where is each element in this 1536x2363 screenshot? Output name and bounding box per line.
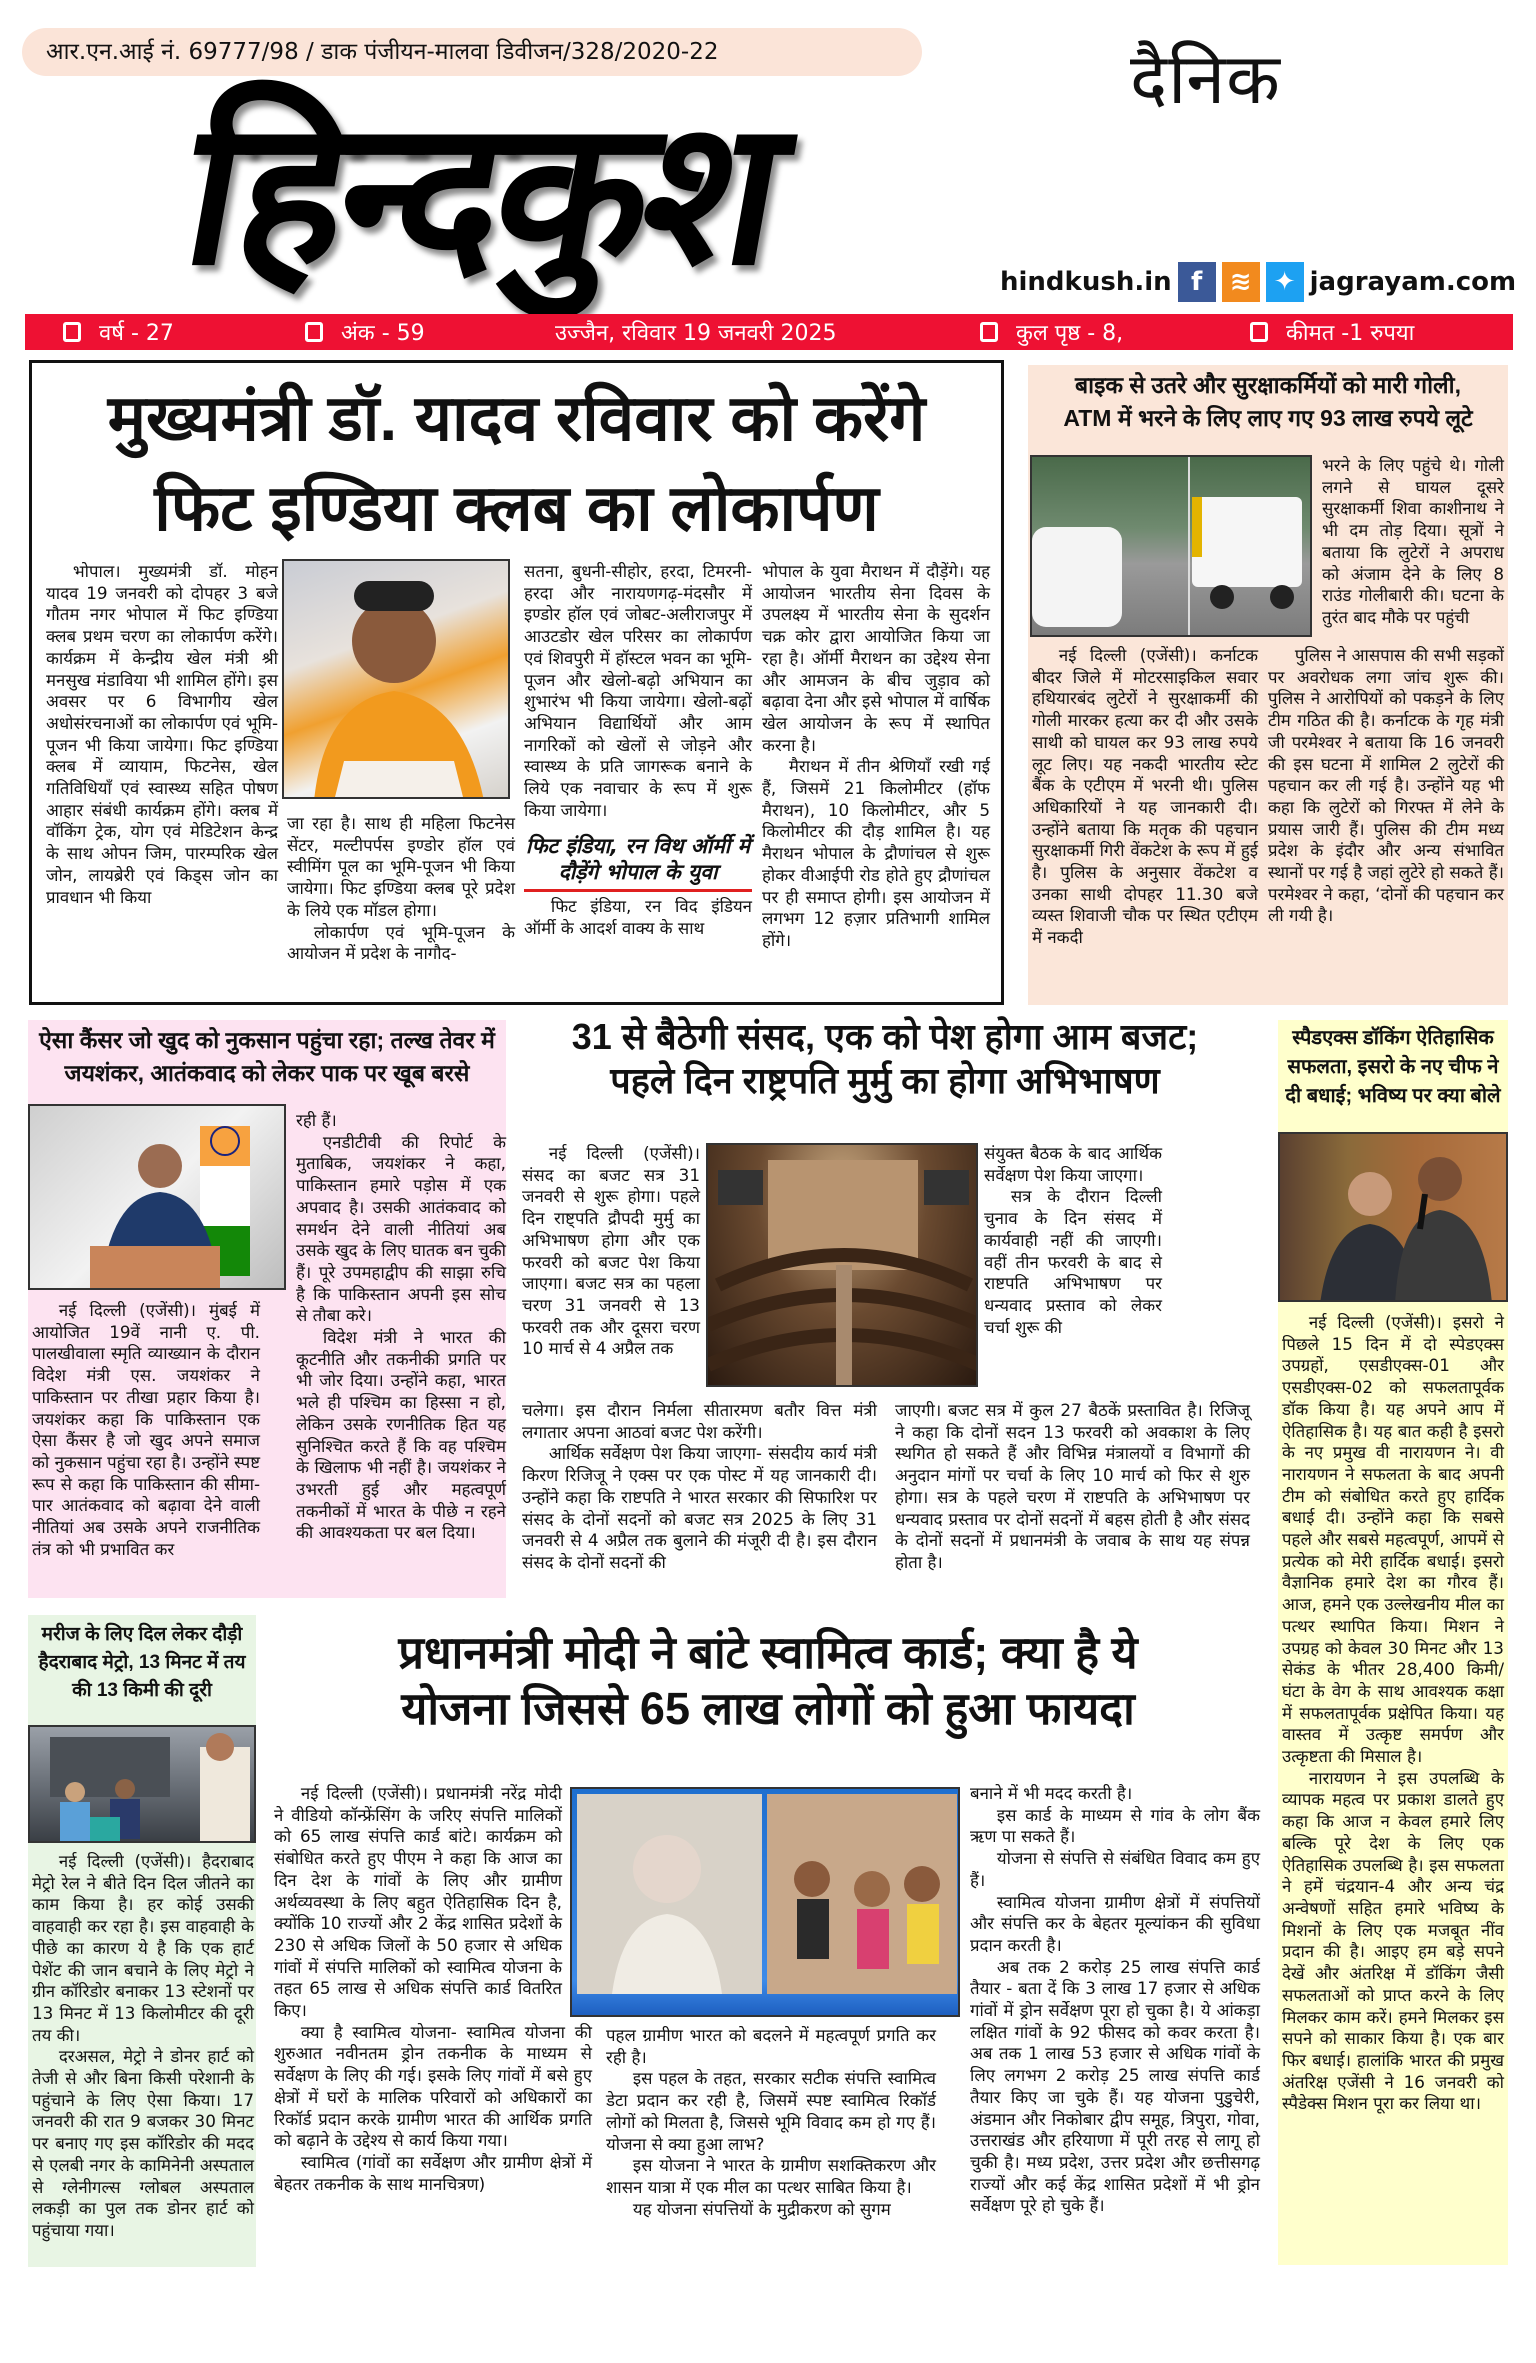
- metro-story: [28, 1615, 256, 2267]
- paragraph: योजना से संपत्ति से संबंधित विवाद कम हुए हैं।: [970, 1848, 1260, 1890]
- lead-headline: [32, 373, 1001, 553]
- registration-number: आर.एन.आई नं. 69777/98 / डाक पंजीयन-मालवा डिवीजन/328/2020-22: [22, 28, 922, 76]
- checkbox-bullet-icon: [1250, 322, 1268, 342]
- svamitva-headline: [268, 1615, 1268, 1737]
- budget-column-bottom-left: [522, 1400, 877, 1574]
- newspaper-logo: हिन्दकुश: [169, 75, 797, 310]
- paragraph: अब तक 2 करोड़ 25 लाख संपत्ति कार्ड तैयार - बता दें कि 3 लाख 17 हजार से अधिक गांवों में ड्रोन सर्वेक्षण पूरा हो चुका है। ये आंकड़ा लक्षित गांवों के 92 फीसद को कवर करता है। अब तक 1 लाख 53 हजार से अधिक गांवों के लिए लगभग 2 करोड़ 25 लाख संपत्ति कार्ड तैयार किए जा चुके हैं। यह योजना पुडुचेरी, अंडमान और निकोबार द्वीप समूह, त्रिपुरा, गोवा, उत्तराखंड और हरियाणा में पूरी तरह से लागू हो चुकी है। मध्य प्रदेश, उत्तर प्रदेश और छत्तीसगढ़ राज्यों और कई केंद्र शासित प्रदेशों में भी ड्रोन सर्वेक्षण पूरे हो चुके हैं।: [970, 1956, 1260, 2216]
- atm-column-right: [1268, 645, 1504, 927]
- isro-chief-photo: [1278, 1132, 1508, 1302]
- atm-column-right-top: [1322, 455, 1504, 629]
- atm-robbery-story: [1028, 365, 1508, 1005]
- paragraph: आर्थिक सर्वेक्षण पेश किया जाएगा- संसदीय कार्य मंत्री किरण रिजिजू ने एक्स पर एक पोस्ट में यह जानकारी दी। उन्होंने कहा कि राष्टपति ने भारत सरकार की सिफारिश पर संसद के दोनों सदनों को बजट सत्र 2025 के लिए 31 जनवरी से 4 अप्रैल तक बुलाने की मंजूरी दी है। इस दौरान संसद के दोनों सदनों की: [522, 1443, 877, 1572]
- budget-headline: [510, 1015, 1260, 1103]
- paragraph: भोपाल के युवा मैराथन में दौड़ेंगे। यह आयोजन भारतीय सेना दिवस के उपलक्ष्य में भारतीय सेना के सुदर्शन चक्र कोर द्वारा आयोजित किया जा रहा है। ऑर्मी मैराथन का उद्देश्य सेना और आमजन के बीच जुड़ाव को बढ़ावा देना और इसे भोपाल में वार्षिक खेल आयोजन के रूप में स्थापित करना है।: [762, 561, 990, 755]
- jaishankar-photo: [28, 1104, 286, 1290]
- paragraph: भोपाल। मुख्यमंत्री डॉ. मोहन यादव 19 जनवरी को दोपहर 3 बजे गौतम नगर भोपाल में फिट इण्डिया क्लब प्रथम चरण का लोकार्पण करेंगे। कार्यक्रम में केन्द्रीय खेल मंत्री श्री मनसुख मंडाविया भी शामिल होंगे। इस अवसर पर 6 विभागीय खेल अधोसंरचनाओं का लोकार्पण एवं भूमि-पूजन भी किया जायेगा। फिट इण्डिया क्लब में व्यायाम, फिटनेस, खेल गतिविधियाँ एवं स्वास्थ्य सहित पोषण आहार संबंधी कार्यक्रम होंगे। क्लब में वॉकिंग ट्रेक, योग एवं मेडिटेशन केन्द्र के साथ ओपन जिम, पारम्परिक खेल जोन, लायब्रेरी एवं किड्स जोन का प्रावधान भी किया: [46, 561, 278, 907]
- paragraph: चलेगा। इस दौरान निर्मला सीतारमण बतौर वित्त मंत्री लगातार अपना आठवां बजट पेश करेंगी।: [522, 1400, 877, 1442]
- paragraph: रही हैं।: [296, 1110, 337, 1130]
- metro-headline: मरीज के लिए दिल लेकर दौड़ी हैदराबाद मेट्रो, 13 मिनट में तय की 13 किमी की दूरी: [38, 1624, 246, 1701]
- paragraph: नई दिल्ली (एजेंसी)। कर्नाटक बीदर जिले में मोटरसाइकिल सवार हथियारबंद लुटेरों ने सुरक्षाकर्मी की गोली मारकर हत्या कर दी और उसके साथी को घायल कर 93 लाख रुपये लूट लिए। यह नकदी भारतीय स्टेट बैंक के एटीएम में भरनी थी। पुलिस अधिकारियों ने यह जानकारी दी। उन्होंने बताया कि मतृक की पहचान सुरक्षाकर्मी गिरी वेंकटेश के रूप में हुई है। पुलिस के अनुसार वेंकटेश व उनका साथी दोपहर 11.30 बजे व्यस्त शिवाजी चौक पर स्थित एटीएम में नकदी: [1032, 645, 1258, 948]
- speaker-image: [30, 1106, 286, 1290]
- paragraph: दरअसल, मेट्रो ने डोनर हार्ट को तेजी से और बिना किसी परेशानी के पहुंचाने के लिए ऐसा किया। 17 जनवरी की रात 9 बजकर 30 मिनट पर बनाए गए इस कॉरिडोर की मदद से एलबी नगर के कामिनेनी अस्पताल से ग्लेनीगल्स ग्लोबल अस्पताल लकड़ी का पुल तक डोनर हार्ट को पहुंचाया गया।: [32, 2046, 254, 2240]
- lead-column-1: [46, 561, 278, 908]
- svamitva-column-1-top: [274, 1783, 562, 2022]
- jaishankar-column-right-top: [296, 1110, 506, 1544]
- twitter-icon[interactable]: ✦: [1266, 262, 1304, 302]
- budget-column-right-narrow: [984, 1143, 1162, 1338]
- chief-minister-photo: [282, 559, 510, 799]
- paragraph: जाएगी। बजट सत्र में कुल 27 बैठकें प्रस्तावित है। रिजिजू ने कहा कि दोनों सदन 13 फरवरी को अवकाश के लिए स्थगित हो सकते हैं और विभिन्न मंत्रालयों व विभागों की अनुदान मांगों पर चर्चा के लिए 10 मार्च को फिर से शुरु होगा। सत्र के पहले चरण में राष्टपति के अभिभाषण पर धन्यवाद प्रस्ताव पर दोनों सदनों में बहस होती है और संसद के दोनों सदनों में प्रधानमंत्री के जवाब के साथ यह संपन्न होता है।: [895, 1400, 1250, 1572]
- svamitva-column-2: [606, 2025, 936, 2220]
- checkbox-bullet-icon: [980, 322, 998, 342]
- price-label: कीमत -1 रुपया: [1286, 321, 1415, 346]
- jaishankar-headline: ऐसा कैंसर जो खुद को नुकसान पहुंचा रहा; तल्ख तेवर में जयशंकर, आतंकवाद को लेकर पाक पर खूब बरसे: [39, 1027, 495, 1086]
- masthead-prefix: दैनिक: [1130, 38, 1281, 120]
- facebook-icon[interactable]: f: [1178, 262, 1216, 302]
- paragraph: नई दिल्ली (एजेंसी)। मुंबई में आयोजित 19वें नानी ए. पी. पालखीवाला स्मृति व्याख्यान के दौरान विदेश मंत्री एस. जयशंकर ने पाकिस्तान पर तीखा प्रहार किया है। जयशंकर कहा कि पाकिस्तान एक ऐसा कैंसर है जो खुद अपने समाज को नुकसान पहुंचा रहा है। उन्होंने स्पष्ट रूप से कहा कि पाकिस्तान की सीमा-पार आतंकवाद को बढ़ावा देने वाली नीतियां अब उसके अपने राजनीतिक तंत्र को भी प्रभावित कर: [32, 1300, 260, 1559]
- paragraph: सतना, बुधनी-सीहोर, हरदा, टिमरनी-हरदा और नारायणगढ़-मंदसौर में इण्डोर हॉल एवं जोबट-अलीराजपुर में आउटडोर खेल परिसर का लोकार्पण एवं शिवपुरी में हॉस्टल भवन का भूमि-पूजन और खेलो-बढ़ो अभियान का शुभारंभ भी किया जायेगा। खेलो-बढ़ों अभियान विद्यार्थियों और आम नागरिकों को खेलों से जोड़ने और स्वास्थ्य के प्रति जागरूक बनाने के लिये एक नवाचार के रूप में शुरू किया जायेगा।: [524, 561, 752, 820]
- paragraph: नारायणन ने इस उपलब्धि के व्यापक महत्व पर प्रकाश डालते हुए कहा कि आज न केवल हमारे लिए बल्कि पूरे देश के लिए एक ऐतिहासिक उपलब्धि है। इस सफलता ने हमें चंद्रयान-4 और अन्य चंद्र अन्वेषणों सहित हमारे भविष्य के मिशनों के लिए एक मजबूत नींव प्रदान की है। आइए हम बड़े सपने देखें और अंतरिक्ष में डॉकिंग जैसी सफलताओं को प्राप्त करने के लिए मिलकर काम करें। हमने मिलकर इस सपने को साकार किया है। एक बार फिर बधाई। हालांकि भारत की प्रमुख अंतरिक्ष एजेंसी ने 16 जनवरी को स्पैडेक्स मिशन पूरा कर लिया था।: [1282, 1767, 1504, 2114]
- paragraph: विदेश मंत्री ने भारत की कूटनीति और तकनीकी प्रगति पर भी जोर दिया। उन्होंने कहा, भारत भले ही पश्चिम का हिस्सा न हो, लेकिन उसके रणनीतिक हित यह सुनिश्चित करते हैं कि वह पश्चिम के खिलाफ भी नहीं है। जयशंकर ने उभरती हुई और महत्वपूर्ण तकनीकों में भारत के पीछे न रहने की आवश्यकता पर बल दिया।: [296, 1327, 506, 1543]
- atm-headline-line2: ATM में भरने के लिए लाए गए 93 लाख रुपये लूटे: [1063, 405, 1473, 431]
- paragraph: जा रहा है। साथ ही महिला फिटनेस सेंटर, मल्टीपर्पस इण्डोर हॉल एवं स्वीमिंग पूल का भूमि-पूजन भी किया जायेगा। फिट इण्डिया क्लब पूरे प्रदेश के लिये एक मॉडल होगा।: [287, 813, 515, 920]
- isro-story: [1278, 1020, 1508, 2265]
- lead-subheadline: फिट इंडिया, रन विथ ऑर्मी में दौड़ेंगे भोपाल के युवा: [524, 833, 752, 892]
- atm-headline-line1: बाइक से उतरे और सुरक्षाकर्मियों को मारी गोली,: [1074, 372, 1461, 398]
- paragraph: मैराथन में तीन श्रेणियाँ रखी गई हैं, जिसमें 21 किलोमीटर (हॉफ मैराथन), 10 किलोमीटर, और 5 किलोमीटर की दौड़ शामिल है। यह मैराथन भोपाल के द्रौणांचल से शुरू होकर वीआईपी रोड होते हुए द्रौणांचल पर ही समाप्त होगी। इस आयोजन में लगभग 12 हज़ार प्रतिभागी शामिल होंगे।: [762, 756, 990, 950]
- paragraph: बनाने में भी मदद करती है।: [970, 1783, 1133, 1803]
- dateline: उज्जैन, रविवार 19 जनवरी 2025: [555, 321, 837, 346]
- checkbox-bullet-icon: [305, 322, 323, 342]
- rss-icon[interactable]: ≋: [1222, 262, 1260, 302]
- isro-headline: स्पैडएक्स डॉकिंग ऐतिहासिक सफलता, इसरो के नए चीफ ने दी बधाई; भविष्य पर क्या बोले: [1285, 1027, 1501, 1107]
- year-label: वर्ष - 27: [99, 321, 174, 346]
- isro-chief-image: [1280, 1134, 1508, 1302]
- paragraph: इस योजना ने भारत के ग्रामीण सशक्तिकरण और शासन यात्रा में एक मील का पत्थर साबित किया है।: [606, 2155, 936, 2197]
- web-links: [1000, 258, 1516, 306]
- paragraph: पहल ग्रामीण भारत को बदलने में महत्वपूर्ण प्रगति कर रही है।: [606, 2025, 936, 2067]
- issue-info-bar: [25, 314, 1513, 350]
- pm-modi-video-conference-photo: [570, 1787, 960, 2017]
- paragraph: भरने के लिए पहुंचे थे। गोली लगने से घायल दूसरे सुरक्षाकर्मी शिवा काशीनाथ ने भी दम तोड़ दिया। सूत्रों ने बताया कि लुटेरों ने अपराध को अंजाम देने के लिए 8 राउंड गोलीबारी की। घटना के तुरंत बाद मौके पर पहुंची: [1322, 455, 1504, 627]
- portrait-image: [284, 561, 510, 799]
- lead-column-2: [287, 813, 515, 965]
- budget-column-left-narrow: [522, 1143, 700, 1360]
- website-link-hindkush[interactable]: hindkush.in: [1000, 267, 1172, 297]
- jaishankar-story: [28, 1020, 506, 1598]
- paragraph: पुलिस ने आसपास की सभी सड़कों पर अवरोधक लगा जांच शुरू की। पुलिस ने आरोपियों को पकड़ने के लिए टीम गठित की है। कर्नाटक के गृह मंत्री जी परमेश्वर ने बताया कि 16 जनवरी की इस घटना में शामिल 2 लुटेरों की पहचान कर ली गई है। उन्होंने यह भी कहा कि लुटेरों को गिरफ्त में लेने के प्रयास जारी हैं। पुलिस की टीम मध्य प्रदेश के इंदौर और अन्य संभावित स्थानों पर गई है जहां लुटेरे हो सकते हैं। परमेश्वर ने कहा, ‘दोनों की पहचान कर ली गयी है।: [1268, 645, 1504, 926]
- svamitva-headline-line2: योजना जिससे 65 लाख लोगों को हुआ फायदा: [401, 1683, 1135, 1734]
- parliament-chamber-image: [708, 1145, 978, 1387]
- paragraph: नई दिल्ली (एजेंसी)। हैदराबाद मेट्रो रेल ने बीते दिन दिल जीतने का काम किया है। हर कोई उसकी वाहवाही कर रहा है। इस वाहवाही के पीछे का कारण ये है कि एक हार्ट पेशेंट की जान बचाने के लिए मेट्रो ने ग्रीन कॉरिडोर बनाकर 13 स्टेशनों पर 13 मिनट में 13 किलोमीटर की दूरी तय की।: [32, 1851, 254, 2045]
- budget-headline-line2: पहले दिन राष्ट्रपति मुर्मु का होगा अभिभाषण: [610, 1060, 1160, 1101]
- svamitva-story: [268, 1615, 1268, 2295]
- pages-label: कुल पृष्ठ - 8,: [1016, 321, 1124, 346]
- street-scene-image: [1032, 457, 1312, 637]
- paragraph: स्वामित्व (गांवों का सर्वेक्षण और ग्रामीण क्षेत्रों में बेहतर तकनीक के साथ मानचित्रण): [274, 2151, 592, 2194]
- issue-label: अंक - 59: [341, 321, 425, 346]
- jaishankar-column-left: [32, 1300, 260, 1560]
- paragraph: एनडीटीवी की रिपोर्ट के मुताबिक, जयशंकर ने कहा, पाकिस्तान हमारे पड़ोस में एक अपवाद है। उसकी आतंकवाद को समर्थन देने वाली नीतियां अब उसके खुद के लिए घातक बन चुकी हैं। पूरे उपमहाद्वीप की साझा रुचि है कि पाकिस्तान अपनी इस सोच से तौबा करे।: [296, 1131, 506, 1326]
- atm-headline: [1028, 365, 1508, 435]
- budget-headline-line1: 31 से बैठेगी संसद, एक को पेश होगा आम बजट;: [571, 1016, 1199, 1057]
- website-link-jagrayam[interactable]: jagrayam.com: [1309, 267, 1517, 297]
- budget-column-bottom-right: [895, 1400, 1250, 1574]
- lead-column-4: [762, 561, 990, 952]
- lead-column-3: [524, 561, 752, 940]
- paragraph: इस पहल के तहत, सरकार सटीक संपत्ति स्वामित्व डेटा प्रदान कर रही है, जिसमें स्पष्ट स्वामित्व रिकॉर्ड लोगों को मिलता है, जिससे भूमि विवाद कम हो गए हैं। योजना से क्या हुआ लाभ?: [606, 2068, 936, 2154]
- paragraph: लोकार्पण एवं भूमि-पूजन के आयोजन में प्रदेश के नागौद-: [287, 921, 515, 964]
- paragraph: स्वामित्व योजना ग्रामीण क्षेत्रों में संपत्तियों और संपत्ति कर के बेहतर मूल्यांकन की सुविधा प्रदान करती है।: [970, 1891, 1260, 1955]
- atm-column-left: [1032, 645, 1258, 949]
- paragraph: नई दिल्ली (एजेंसी)। इसरो ने पिछले 15 दिन में दो स्पेडएक्स उपग्रहों, एसडीएक्स-01 और एसडीएक्स-02 को सफलतापूर्वक डॉक किया है। यह अपने आप में ऐतिहासिक है। यह बात कही है इसरो के नए प्रमुख वी नारायणन ने। वी नारायणन ने सफलता के बाद अपनी टीम को संबोधित करते हुए हार्दिक बधाई दी। उन्होंने कहा कि सबसे पहले और सबसे महत्वपूर्ण, आपमें से प्रत्येक को मेरी हार्दिक बधाई। इसरो वैज्ञानिक हमारे देश का गौरव हैं। आज, हमने एक उल्लेखनीय मील का पत्थर स्थापित किया। मिशन ने उपग्रह को केवल 30 मिनट और 13 सेकंड के भीतर 28,400 किमी/ घंटा के वेग के साथ आवश्यक कक्षा में सफलतापूर्वक प्रक्षेपित किया। यह वास्तव में उत्कृष्ट समर्पण और उत्कृष्टता की मिसाल है।: [1282, 1312, 1504, 1767]
- isro-body: [1282, 1312, 1504, 2115]
- paragraph: सत्र के दौरान दिल्ली चुनाव के दिन संसद में कार्यवाही नहीं की जाएगी। वहीं तीन फरवरी के बाद से राष्टपति अभिभाषण पर धन्यवाद प्रस्ताव को लेकर चर्चा शुरू की: [984, 1186, 1162, 1337]
- paragraph: नई दिल्ली (एजेंसी)। संसद का बजट सत्र 31 जनवरी से शुरू होगा। पहले दिन राष्ट्पति द्रौपदी मुर्मु का अभिभाषण होगा और एक फरवरी को बजट पेश किया जाएगा। बजट सत्र का पहला चरण 31 जनवरी से 13 फरवरी तक और दूसरा चरण 10 मार्च से 4 अप्रैल तक: [522, 1143, 700, 1359]
- lead-headline-line2: फिट इण्डिया क्लब का लोकार्पण: [154, 472, 879, 544]
- atm-van-photo: [1030, 455, 1312, 637]
- svamitva-headline-line1: प्रधानमंत्री मोदी ने बांटे स्वामित्व कार्ड; क्या है ये: [398, 1627, 1138, 1678]
- parliament-photo: [706, 1143, 978, 1387]
- paragraph: संयुक्त बैठक के बाद आर्थिक सर्वेक्षण पेश किया जाएगा।: [984, 1143, 1162, 1185]
- metro-body: [32, 1851, 254, 2242]
- lead-story: [29, 360, 1004, 1005]
- svamitva-column-3: [970, 1783, 1260, 2217]
- paragraph: फिट इंडिया, रन विद इंडियन ऑर्मी के आदर्श वाक्य के साथ: [524, 896, 752, 939]
- budget-session-story: [510, 1015, 1260, 1595]
- video-conference-image: [572, 1789, 960, 2017]
- paragraph: यह योजना संपत्तियों के मुद्रीकरण को सुगम: [632, 2198, 891, 2219]
- metro-interior-image: [30, 1727, 256, 1843]
- paragraph: नई दिल्ली (एजेंसी)। प्रधानमंत्री नरेंद्र मोदी ने वीडियो कॉन्फ्रेंसिंग के जरिए संपत्ति मालिकों को 65 लाख संपत्ति कार्ड बांटे। कार्यक्रम को संबोधित करते हुए पीएम ने कहा कि आज का दिन देश के गांवों के लिए और ग्रामीण अर्थव्यवस्था के लिए बहुत ऐतिहासिक दिन है, क्योंकि 10 राज्यों और 2 केंद्र शासित प्रदेशों के 230 से अधिक जिलों के 50 हजार से अधिक गांवों में संपत्ति मालिकों को स्वामित्व योजना के तहत 65 लाख से अधिक संपत्ति कार्ड वितरित किए।: [274, 1783, 562, 2021]
- metro-train-photo: [28, 1725, 256, 1843]
- checkbox-bullet-icon: [63, 322, 81, 342]
- paragraph: इस कार्ड के माध्यम से गांव के लोग बैंक ऋण पा सकते हैं।: [970, 1804, 1260, 1847]
- svamitva-column-1: [274, 1783, 592, 2195]
- paragraph: क्या है स्वामित्व योजना- स्वामित्व योजना की शुरुआत नवीनतम ड्रोन तकनीक के माध्यम से सर्वेक्षण के लिए की गई। इसके लिए गांवों में बसे हुए क्षेत्रों में घरों के मालिक परिवारों को अधिकारों का रिकॉर्ड प्रदान करके ग्रामीण भारत की आर्थिक प्रगति को बढ़ाने के उद्देश्य से कार्य किया गया।: [274, 2021, 592, 2151]
- lead-headline-line1: मुख्यमंत्री डॉ. यादव रविवार को करेंगे: [107, 382, 926, 454]
